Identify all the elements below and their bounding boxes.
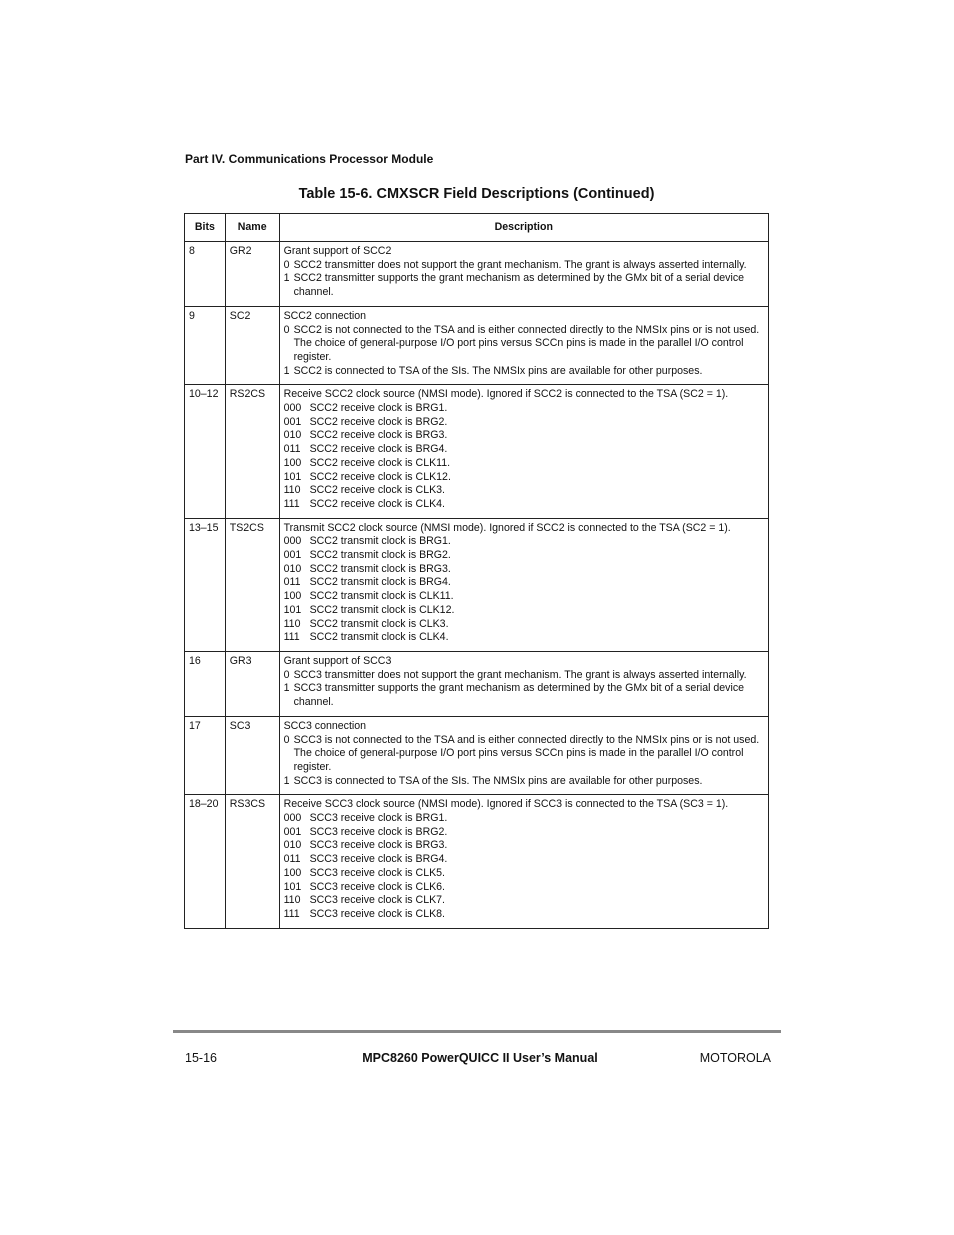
description-entry [284, 416, 764, 430]
table-row [185, 242, 769, 307]
company-name: MOTOROLA [699, 1051, 771, 1065]
value-description: SCC3 receive clock is BRG1. [309, 812, 448, 825]
value-code: 101 [283, 470, 302, 483]
value-code: 111 [283, 497, 300, 510]
value-code: 1 [283, 272, 290, 285]
description-intro: SCC3 connection [283, 719, 367, 732]
description-entry [284, 894, 764, 908]
table-row [185, 716, 769, 795]
value-description: SCC2 transmit clock is BRG4. [309, 576, 451, 589]
table-row [185, 306, 769, 385]
value-code: 110 [283, 617, 301, 630]
value-description: SCC2 transmitter does not support the grant mechanism. The grant is always asserted internally. [293, 258, 747, 271]
description-entry [284, 549, 764, 563]
value-description: SCC3 receive clock is CLK8. [309, 907, 445, 920]
table-title: Table 15-6. CMXSCR Field Descriptions (Continued) [298, 186, 655, 202]
description-entry [284, 682, 764, 709]
value-description: SCC2 transmit clock is BRG3. [309, 562, 451, 575]
footer-rule [173, 1030, 781, 1033]
value-code: 100 [283, 866, 302, 879]
value-description: SCC2 receive clock is BRG2. [309, 415, 448, 428]
description-entry [284, 839, 764, 853]
value-description: SCC3 receive clock is BRG2. [309, 825, 448, 838]
cell-description [279, 385, 768, 518]
value-code: 011 [283, 443, 301, 456]
value-description: SCC2 transmit clock is CLK12. [309, 603, 455, 616]
description-intro: Receive SCC2 clock source (NMSI mode). Ignored if SCC2 is connected to the TSA (SC2 = 1). [283, 388, 729, 401]
description-entry [284, 498, 764, 512]
cell-name: SC3 [225, 716, 279, 795]
page-number: 15-16 [185, 1051, 217, 1065]
value-code: 0 [283, 258, 290, 271]
cell-name: GR3 [225, 651, 279, 716]
description-entry [284, 908, 764, 922]
value-description: SCC2 transmit clock is CLK11. [309, 590, 454, 603]
description-intro: Receive SCC3 clock source (NMSI mode). Ignored if SCC3 is connected to the TSA (SC3 = 1). [283, 798, 729, 811]
value-code: 000 [283, 812, 302, 825]
description-entry [284, 631, 764, 645]
value-code: 101 [283, 603, 302, 616]
cell-bits: 13–15 [185, 518, 226, 651]
table-row [185, 651, 769, 716]
value-code: 110 [283, 484, 301, 497]
cell-description [279, 716, 768, 795]
cell-description [279, 242, 768, 307]
description-entry [284, 775, 764, 789]
value-code: 100 [283, 590, 302, 603]
cell-description [279, 518, 768, 651]
description-entry [284, 604, 764, 618]
value-code: 011 [283, 576, 301, 589]
value-description: SCC3 receive clock is BRG3. [309, 839, 448, 852]
value-code: 1 [283, 682, 290, 695]
value-description: SCC2 receive clock is CLK11. [309, 456, 451, 469]
value-description: SCC2 transmitter supports the grant mechanism as determined by the GMx bit of a serial device channel. [293, 272, 745, 299]
value-code: 001 [283, 549, 302, 562]
description-entry [284, 471, 764, 485]
part-header: Part IV. Communications Processor Module [185, 152, 434, 166]
value-description: SCC3 is not connected to the TSA and is either connected directly to the NMSIx pins or is not used. The choice of general-purpose I/O port pins versus SCCn pins is made in the parallel I/O control register. [293, 733, 760, 773]
description-entry [284, 867, 764, 881]
cell-bits: 17 [185, 716, 226, 795]
value-code: 000 [283, 535, 302, 548]
value-description: SCC3 receive clock is CLK6. [309, 880, 445, 893]
value-code: 001 [283, 415, 302, 428]
description-entry [284, 618, 764, 632]
value-code: 101 [283, 880, 302, 893]
value-description: SCC2 receive clock is BRG4. [309, 443, 448, 456]
description-entry [284, 812, 764, 826]
cell-name: SC2 [225, 306, 279, 385]
value-code: 000 [283, 402, 302, 415]
description-entry [284, 259, 764, 273]
cell-bits: 9 [185, 306, 226, 385]
value-code: 001 [283, 825, 302, 838]
value-code: 011 [283, 853, 301, 866]
description-entry [284, 443, 764, 457]
value-description: SCC2 is not connected to the TSA and is either connected directly to the NMSIx pins or is not used. The choice of general-purpose I/O port pins versus SCCn pins is made in the parallel I/O control register. [293, 323, 760, 363]
value-description: SCC3 transmitter supports the grant mechanism as determined by the GMx bit of a serial device channel. [293, 682, 745, 709]
value-code: 111 [283, 907, 300, 920]
value-code: 110 [283, 894, 301, 907]
cell-description [279, 795, 768, 928]
value-code: 0 [283, 323, 290, 336]
description-entry [284, 590, 764, 604]
value-description: SCC2 receive clock is BRG1. [309, 402, 448, 415]
cell-name: TS2CS [225, 518, 279, 651]
column-header-bits: Bits [185, 214, 226, 242]
table-header-row [185, 214, 769, 242]
value-code: 0 [283, 733, 290, 746]
value-code: 0 [283, 668, 290, 681]
description-entry [284, 484, 764, 498]
cell-name: RS3CS [225, 795, 279, 928]
cell-bits: 8 [185, 242, 226, 307]
value-description: SCC2 is connected to TSA of the SIs. The NMSIx pins are available for other purposes. [293, 364, 703, 377]
description-entry [284, 576, 764, 590]
description-entry [284, 669, 764, 683]
value-description: SCC2 receive clock is CLK4. [309, 497, 445, 510]
value-description: SCC2 transmit clock is CLK3. [309, 617, 449, 630]
cell-bits: 16 [185, 651, 226, 716]
description-entry [284, 881, 764, 895]
description-entry [284, 457, 764, 471]
description-entry [284, 734, 764, 775]
description-entry [284, 365, 764, 379]
cell-bits: 18–20 [185, 795, 226, 928]
cell-description [279, 306, 768, 385]
cell-name: GR2 [225, 242, 279, 307]
value-code: 100 [283, 456, 302, 469]
description-entry [284, 826, 764, 840]
value-description: SCC3 receive clock is CLK7. [309, 894, 445, 907]
description-entry [284, 853, 764, 867]
cell-bits: 10–12 [185, 385, 226, 518]
description-intro: Grant support of SCC2 [283, 245, 392, 257]
description-entry [284, 324, 764, 365]
value-code: 010 [283, 839, 302, 852]
value-description: SCC2 transmit clock is BRG2. [309, 549, 451, 562]
value-code: 1 [283, 364, 290, 377]
value-code: 111 [283, 631, 300, 644]
description-intro: Grant support of SCC3 [283, 654, 392, 667]
manual-title: MPC8260 PowerQUICC II User’s Manual [362, 1051, 598, 1065]
value-description: SCC3 is connected to TSA of the SIs. The NMSIx pins are available for other purposes. [293, 774, 703, 787]
table-row [185, 518, 769, 651]
column-header-name: Name [225, 214, 279, 242]
value-description: SCC3 receive clock is CLK5. [309, 866, 445, 879]
description-entry [284, 429, 764, 443]
value-description: SCC2 receive clock is CLK12. [309, 470, 451, 483]
description-intro: Transmit SCC2 clock source (NMSI mode). Ignored if SCC2 is connected to the TSA (SC2 = 1). [283, 521, 731, 534]
description-entry [284, 402, 764, 416]
column-header-description: Description [279, 214, 768, 242]
value-description: SCC3 receive clock is BRG4. [309, 853, 448, 866]
cell-description [279, 651, 768, 716]
table-row [185, 795, 769, 928]
description-entry [284, 535, 764, 549]
value-description: SCC2 receive clock is BRG3. [309, 429, 448, 442]
value-description: SCC3 transmitter does not support the grant mechanism. The grant is always asserted internally. [293, 668, 747, 681]
value-description: SCC2 transmit clock is CLK4. [309, 631, 449, 644]
value-description: SCC2 transmit clock is BRG1. [309, 535, 451, 548]
value-description: SCC2 receive clock is CLK3. [309, 484, 445, 497]
value-code: 010 [283, 562, 302, 575]
description-entry [284, 272, 764, 299]
value-code: 1 [283, 774, 290, 787]
table-row [185, 385, 769, 518]
description-intro: SCC2 connection [283, 309, 367, 322]
value-code: 010 [283, 429, 302, 442]
description-entry [284, 563, 764, 577]
field-descriptions-table [184, 213, 769, 929]
cell-name: RS2CS [225, 385, 279, 518]
